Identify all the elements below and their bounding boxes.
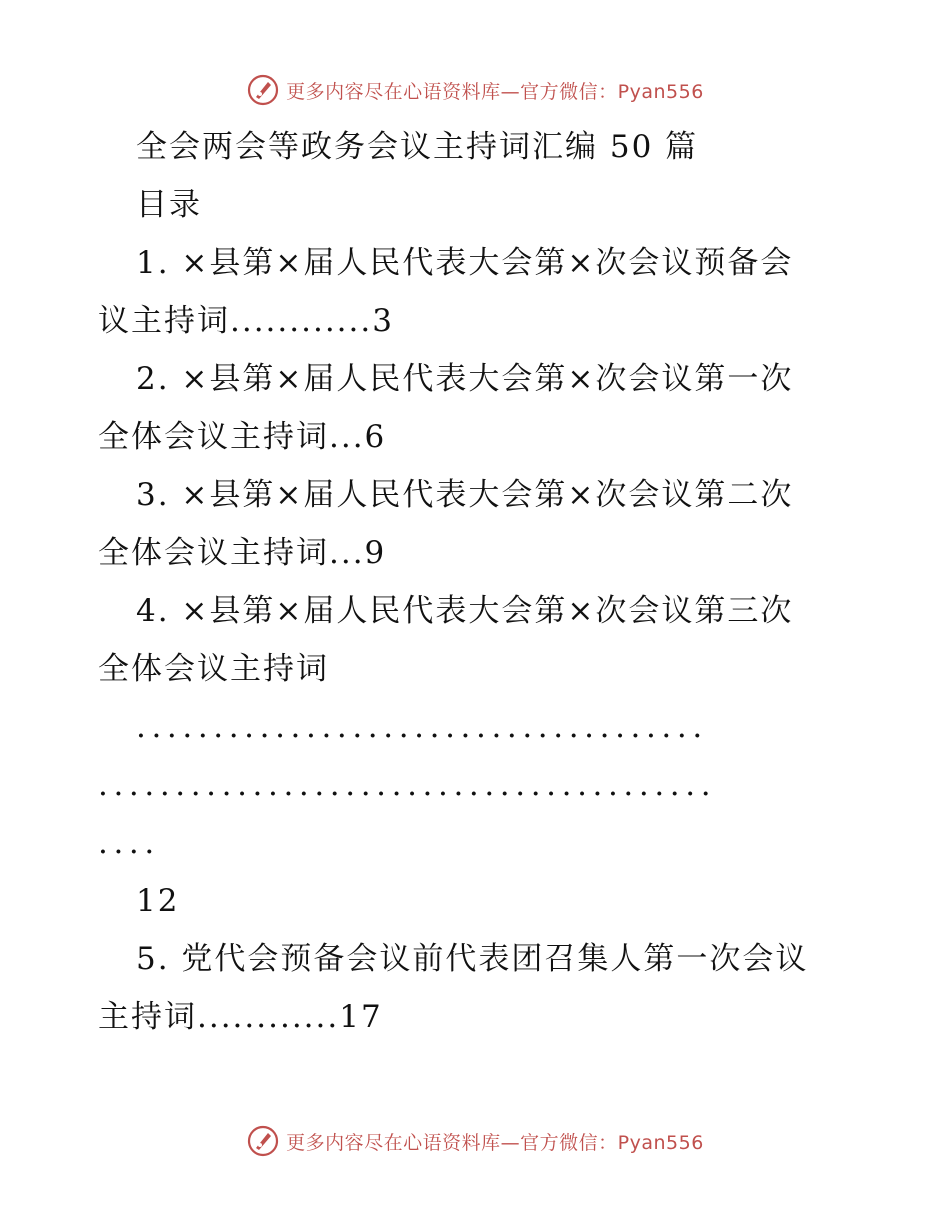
document-body bbox=[98, 118, 848, 1046]
toc-line: 4. ×县第×届人民代表大会第×次会议第三次 bbox=[136, 593, 794, 629]
banner-text: 更多内容尽在心语资料库—官方微信：Pyan556 bbox=[286, 80, 704, 103]
toc-line: .... bbox=[98, 825, 160, 861]
toc-line: 全体会议主持词 bbox=[98, 651, 329, 687]
document-title: 全会两会等政务会议主持词汇编 50 篇 bbox=[136, 129, 699, 165]
toc-line: 全体会议主持词...6 bbox=[98, 419, 387, 455]
toc-line: 议主持词............3 bbox=[98, 303, 394, 339]
toc-line: ........................................ bbox=[98, 767, 717, 803]
header-banner bbox=[0, 72, 950, 108]
toc-line: 主持词............17 bbox=[98, 999, 383, 1035]
pen-nib-logo-icon bbox=[246, 1124, 280, 1158]
toc-line: 1. ×县第×届人民代表大会第×次会议预备会 bbox=[136, 245, 794, 281]
toc-line: ..................................... bbox=[136, 709, 708, 745]
footer-banner bbox=[0, 1123, 950, 1159]
pen-nib-logo-icon bbox=[246, 73, 280, 107]
toc-line: 2. ×县第×届人民代表大会第×次会议第一次 bbox=[136, 361, 794, 397]
toc-line: 全体会议主持词...9 bbox=[98, 535, 387, 571]
banner-text: 更多内容尽在心语资料库—官方微信：Pyan556 bbox=[286, 1131, 704, 1154]
table-of-contents bbox=[98, 234, 848, 1046]
toc-line: 3. ×县第×届人民代表大会第×次会议第二次 bbox=[136, 477, 794, 513]
toc-line: 5. 党代会预备会议前代表团召集人第一次会议 bbox=[136, 941, 809, 977]
toc-line: 12 bbox=[136, 883, 180, 919]
toc-heading: 目录 bbox=[136, 187, 202, 223]
